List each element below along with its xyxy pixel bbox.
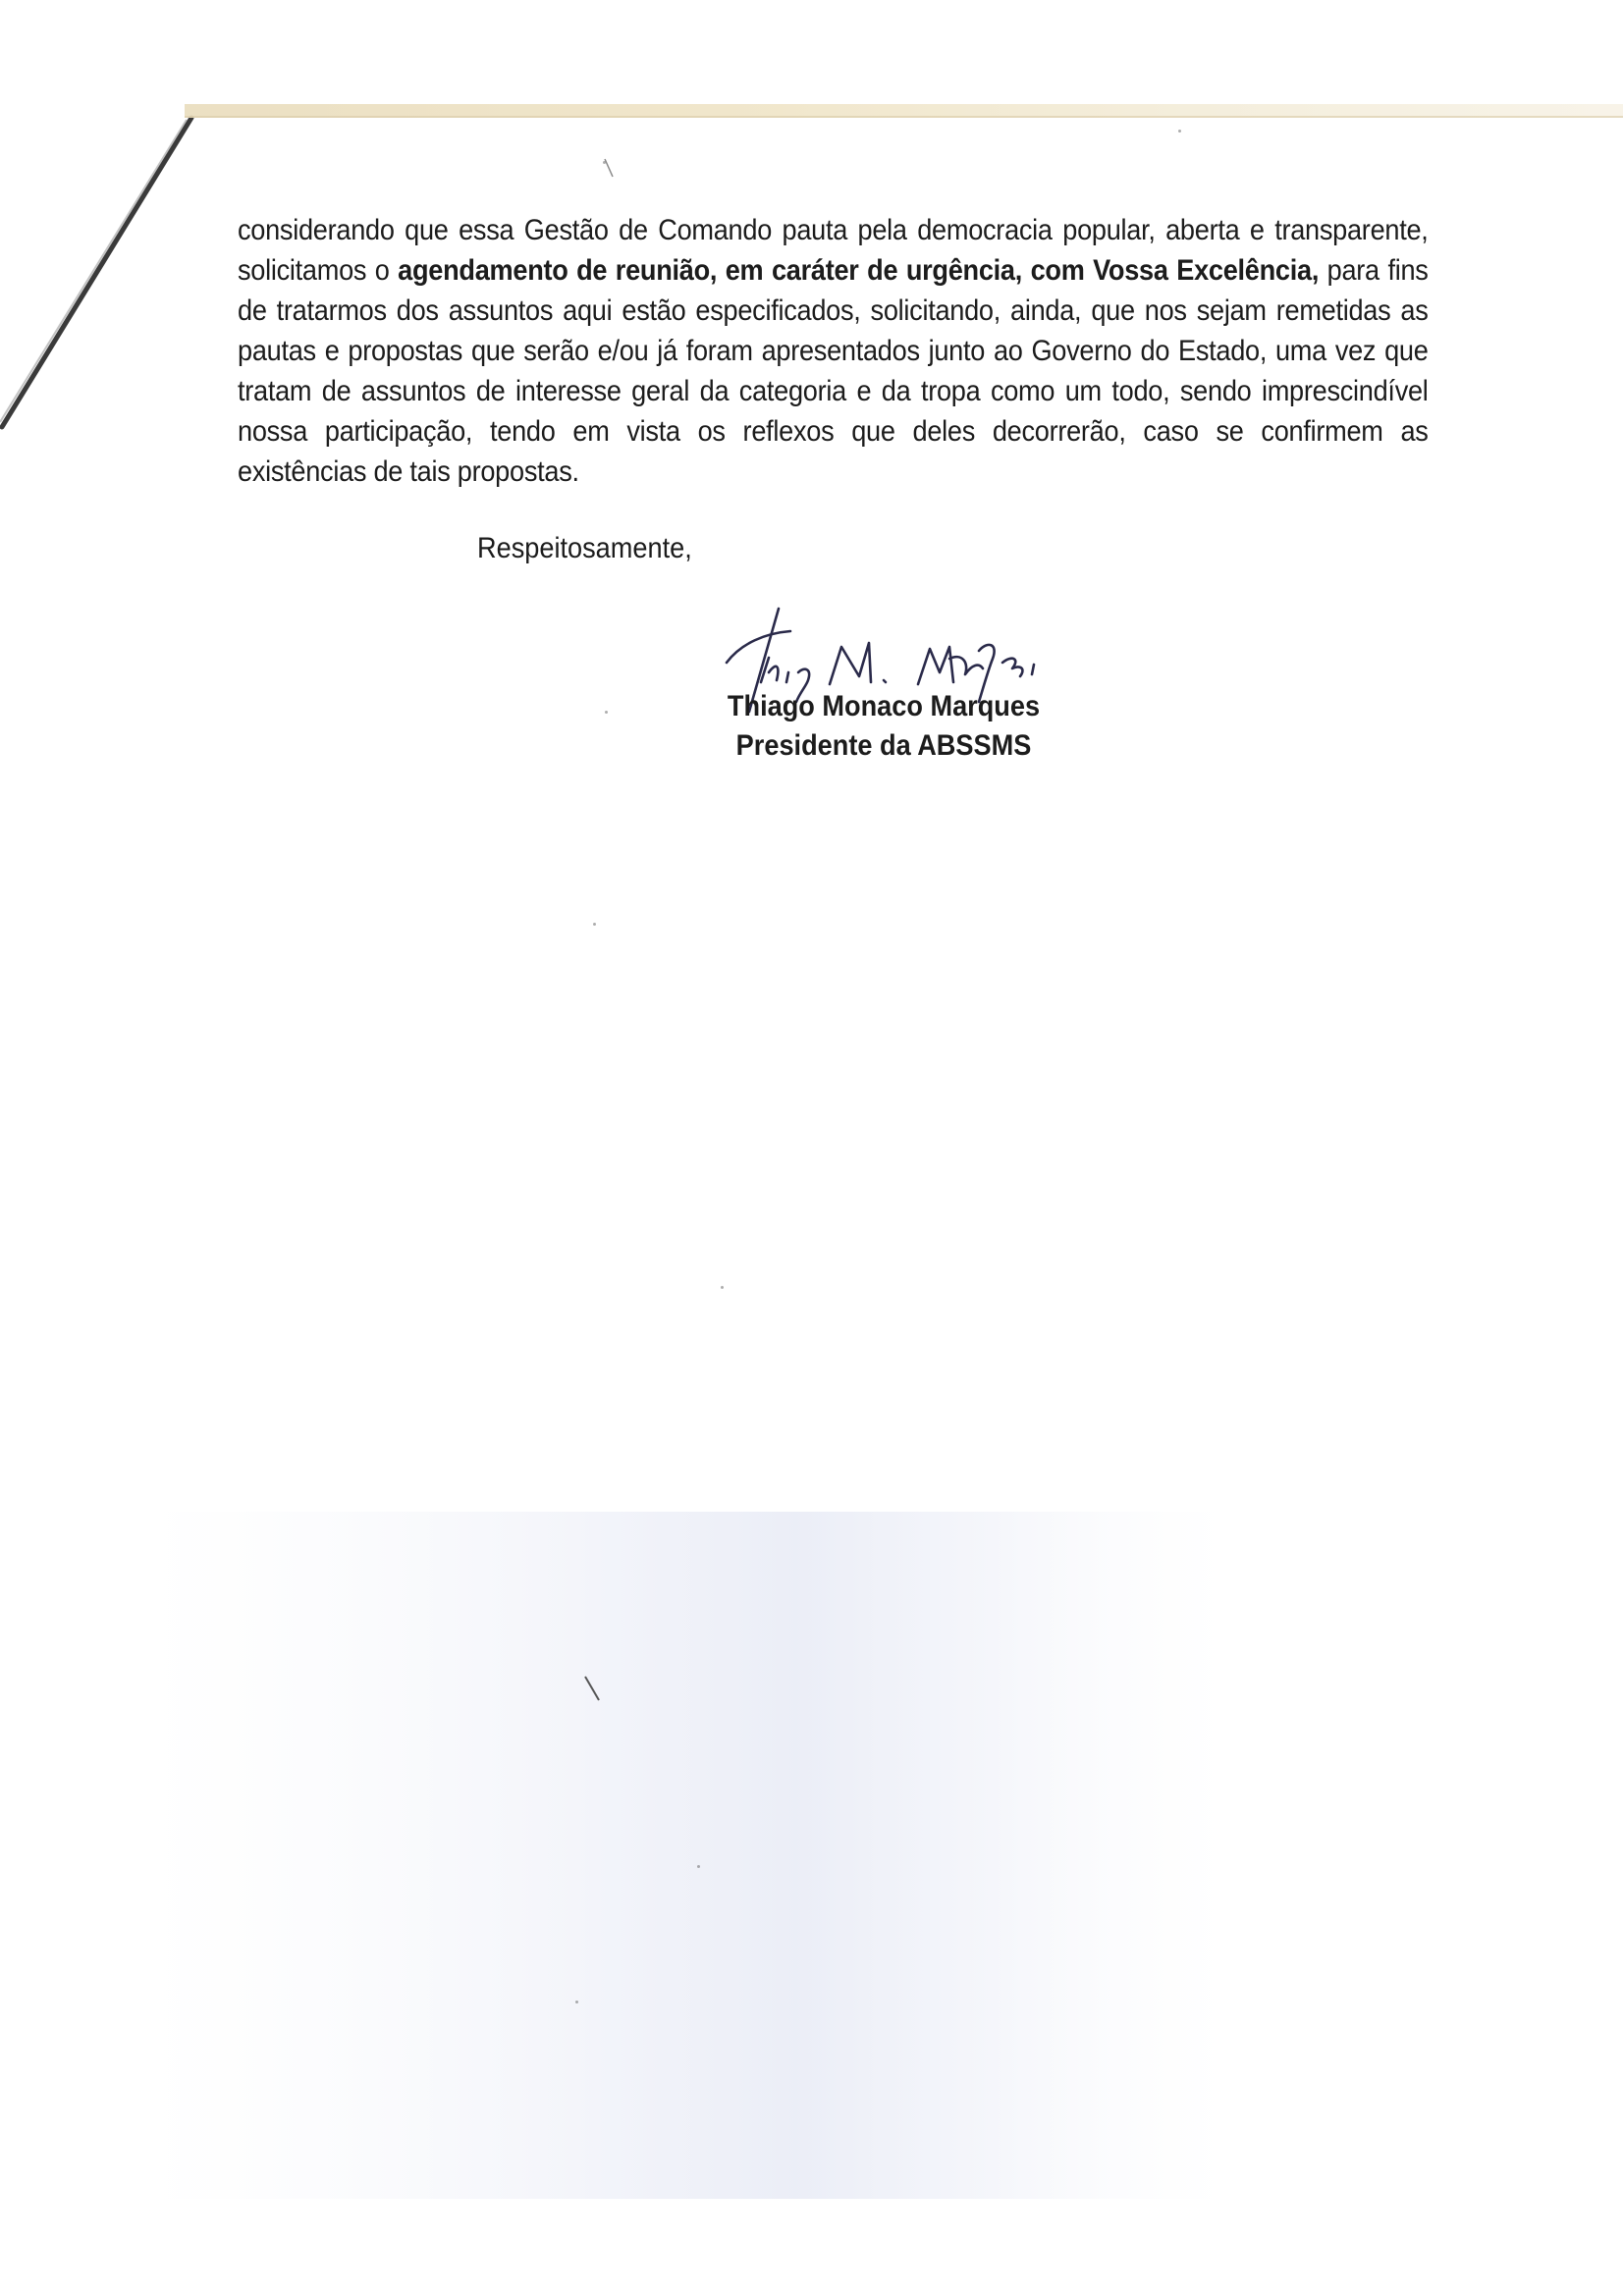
scan-speck	[605, 711, 608, 714]
signatory-name: Thiago Monaco Marques	[727, 690, 1041, 722]
letter-body	[238, 210, 1429, 492]
paragraph-text-start: considerando que essa Gestão de Comando pauta pela democracia popular, aberta e transparente, solicitamos o	[238, 214, 1429, 287]
scan-speck	[721, 1286, 724, 1289]
scan-mark	[583, 1675, 603, 1704]
scan-shadow	[0, 1512, 1623, 2199]
scan-mark	[603, 157, 617, 181]
scan-speck	[593, 923, 596, 926]
scan-top-line	[185, 116, 1623, 118]
letter-paragraph	[238, 210, 1429, 492]
paragraph-emphasis: agendamento de reunião, em caráter de urgência, com Vossa Excelência,	[398, 254, 1320, 287]
closing-salutation: Respeitosamente,	[477, 532, 692, 564]
signature-block	[703, 687, 1064, 766]
paragraph-text-end: para fins de tratarmos dos assuntos aqui estão especificados, solicitando, ainda, que nos sejam remetidas as pautas e propostas que serão e/ou já foram apresentados junto ao Governo do Estado, uma vez que tratam de assuntos de interesse geral da categoria e da tropa como um todo, sendo imprescindível nossa participação, tendo em vista os reflexos que deles decorrerão, caso se confirmem as existências de tais propostas.	[238, 254, 1429, 488]
signatory-title: Presidente da ABSSMS	[735, 729, 1032, 762]
scan-speck	[1178, 130, 1181, 133]
scan-edge-mark	[0, 98, 216, 432]
scan-speck	[575, 2001, 578, 2003]
scan-speck	[697, 1865, 700, 1868]
